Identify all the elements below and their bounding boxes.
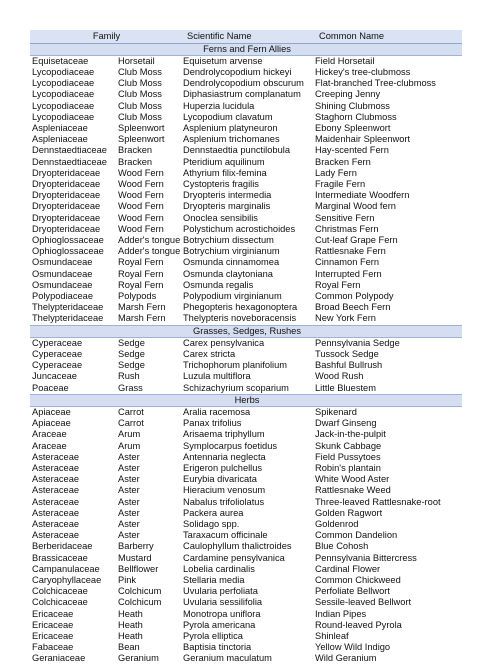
cell-common-name: Pennsylvania Bittercress [315,552,417,563]
table-row [30,586,462,597]
cell-family-common: Club Moss [118,100,162,111]
table-row [30,360,462,371]
cell-scientific-name: Pyrola americana [183,619,256,630]
cell-scientific-name: Athyrium filix-femina [183,167,267,178]
cell-family: Dryopteridaceae [32,178,101,189]
cell-family: Brassicaceae [32,552,88,563]
cell-common-name: Common Chickweed [315,575,401,586]
cell-scientific-name: Packera aurea [183,507,244,518]
cell-family: Lycopodiaceae [32,111,95,122]
cell-family: Aspleniaceae [32,134,88,145]
table-body [30,43,462,665]
cell-common-name: Rattlesnake Fern [315,246,386,257]
cell-family-common: Mustard [118,552,152,563]
cell-common-name: Bashful Bullrush [315,360,383,371]
table-row [30,429,462,440]
cell-family: Asteraceae [32,451,80,462]
cell-common-name: Sensitive Fern [315,212,375,223]
cell-family-common: Carrot [118,418,144,429]
cell-common-name: Maidenhair Spleenwort [315,134,411,145]
cell-scientific-name: Trichophorum planifolium [183,360,288,371]
cell-family-common: Colchicum [118,597,162,608]
cell-family: Asteraceae [32,519,80,530]
cell-family: Berberidaceae [32,541,93,552]
cell-family: Cyperaceae [32,337,83,348]
table-row [30,530,462,541]
cell-family: Poaceae [32,382,69,393]
cell-family-common: Barberry [118,541,154,552]
cell-family: Osmundaceae [32,279,93,290]
cell-family-common: Club Moss [118,111,162,122]
cell-family: Geraniaceae [32,653,86,664]
table-row [30,609,462,620]
cell-family: Ericaceae [32,631,74,642]
cell-family: Asteraceae [32,485,80,496]
cell-scientific-name: Dennstaedtia punctilobula [183,145,290,156]
cell-family-common: Aster [118,474,140,485]
cell-family: Cyperaceae [32,360,83,371]
cell-common-name: Wild Geranium [315,653,377,664]
cell-scientific-name: Diphasiastrum complanatum [183,89,301,100]
cell-common-name: Royal Fern [315,279,361,290]
cell-scientific-name: Botrychium virginianum [183,246,280,257]
table-row [30,145,462,156]
cell-family-common: Bracken [118,156,153,167]
cell-family-common: Marsh Fern [118,313,166,324]
cell-family: Lycopodiaceae [32,78,95,89]
table-row [30,497,462,508]
table-row [30,257,462,268]
cell-scientific-name: Onoclea sensibilis [183,212,258,223]
cell-scientific-name: Polystichum acrostichoides [183,223,296,234]
cell-common-name: Dwarf Ginseng [315,418,377,429]
cell-common-name: Hickey's tree-clubmoss [315,66,411,77]
section-header-row [30,325,462,337]
section-title: Ferns and Fern Allies [30,43,462,55]
cell-family: Dryopteridaceae [32,190,101,201]
cell-family: Osmundaceae [32,257,93,268]
cell-common-name: Broad Beech Fern [315,302,391,313]
cell-common-name: Skunk Cabbage [315,440,382,451]
cell-common-name: Intermediate Woodfern [315,190,410,201]
table-row [30,564,462,575]
table-row [30,190,462,201]
cell-family-common: Aster [118,485,140,496]
cell-common-name: Little Bluestem [315,382,376,393]
cell-scientific-name: Thelypteris noveboracensis [183,313,297,324]
cell-scientific-name: Hieracium venosum [183,485,266,496]
cell-family: Aspleniaceae [32,122,88,133]
cell-family-common: Aster [118,496,140,507]
cell-family-common: Heath [118,619,143,630]
cell-common-name: Sessile-leaved Bellwort [315,597,412,608]
table-row [30,508,462,519]
cell-family-common: Club Moss [118,66,162,77]
cell-family-common: Wood Fern [118,190,164,201]
cell-family: Juncaceae [32,371,77,382]
cell-scientific-name: Osmunda regalis [183,279,254,290]
cell-common-name: Bracken Fern [315,156,371,167]
cell-family-common: Aster [118,507,140,518]
cell-family: Fabaceae [32,642,74,653]
header-family: Family [30,30,181,43]
cell-common-name: Pennsylvania Sedge [315,337,400,348]
cell-family-common: Heath [118,631,143,642]
cell-scientific-name: Eurybia divaricata [183,474,257,485]
cell-scientific-name: Nabalus trifoliolatus [183,496,265,507]
table-row [30,78,462,89]
cell-scientific-name: Carex pensylvanica [183,337,265,348]
cell-common-name: Flat-branched Tree-clubmoss [315,78,436,89]
cell-common-name: Blue Cohosh [315,541,369,552]
cell-family-common: Geranium [118,653,159,664]
section-header-row [30,43,462,55]
cell-family: Araceae [32,440,67,451]
cell-common-name: Cut-leaf Grape Fern [315,234,398,245]
cell-family: Araceae [32,429,67,440]
cell-common-name: New York Fern [315,313,376,324]
cell-scientific-name: Uvularia perfoliata [183,586,258,597]
table-row [30,418,462,429]
cell-family: Thelypteridaceae [32,302,104,313]
cell-family: Ericaceae [32,619,74,630]
cell-scientific-name: Geranium maculatum [183,653,272,664]
cell-family-common: Royal Fern [118,257,164,268]
table-row [30,157,462,168]
cell-family: Osmundaceae [32,268,93,279]
cell-family-common: Sedge [118,360,145,371]
section-title: Herbs [30,394,462,406]
cell-family-common: Sedge [118,348,145,359]
table-row [30,620,462,631]
table-row [30,407,462,419]
cell-family-common: Grass [118,382,143,393]
cell-family-common: Bean [118,642,140,653]
cell-family: Apiaceae [32,407,71,417]
table-row [30,134,462,145]
cell-scientific-name: Asplenium platyneuron [183,122,278,133]
cell-family-common: Wood Fern [118,201,164,212]
cell-scientific-name: Antennaria neglecta [183,451,266,462]
cell-family: Asteraceae [32,530,80,541]
cell-scientific-name: Dendrolycopodium obscurum [183,78,304,89]
table-row [30,463,462,474]
cell-common-name: Cinnamon Fern [315,257,380,268]
cell-family-common: Carrot [118,407,144,417]
cell-common-name: Common Dandelion [315,530,398,541]
cell-scientific-name: Baptisia tinctoria [183,642,252,653]
cell-scientific-name: Panax trifolius [183,418,242,429]
cell-family: Asteraceae [32,507,80,518]
table-row [30,246,462,257]
cell-common-name: Cardinal Flower [315,563,381,574]
cell-common-name: Jack-in-the-pulpit [315,429,386,440]
cell-scientific-name: Asplenium trichomanes [183,134,280,145]
cell-family-common: Wood Fern [118,178,164,189]
cell-family-common: Spleenwort [118,122,165,133]
cell-scientific-name: Polypodium virginianum [183,290,282,301]
cell-family: Colchicaceae [32,597,88,608]
cell-scientific-name: Caulophyllum thalictroides [183,541,292,552]
cell-common-name: Staghorn Clubmoss [315,111,397,122]
cell-common-name: Interrupted Fern [315,268,382,279]
cell-common-name: White Wood Aster [315,474,390,485]
cell-family-common: Royal Fern [118,268,164,279]
cell-scientific-name: Lobelia cardinalis [183,563,255,574]
table-row [30,112,462,123]
table-row [30,280,462,291]
cell-family-common: Adder's tongue [118,246,181,257]
table-row [30,642,462,653]
cell-family: Dryopteridaceae [32,201,101,212]
cell-common-name: Yellow Wild Indigo [315,642,391,653]
table-row [30,371,462,382]
table-row [30,452,462,463]
cell-family: Dryopteridaceae [32,223,101,234]
cell-common-name: Golden Ragwort [315,507,383,518]
cell-scientific-name: Dendrolycopodium hickeyi [183,66,292,77]
cell-scientific-name: Huperzia lucidula [183,100,255,111]
cell-family: Lycopodiaceae [32,89,95,100]
cell-family-common: Club Moss [118,89,162,100]
cell-common-name: Fragile Fern [315,178,366,189]
cell-family: Asteraceae [32,496,80,507]
cell-common-name: Tussock Sedge [315,348,379,359]
cell-family-common: Bellflower [118,563,159,574]
cell-scientific-name: Schizachyrium scoparium [183,382,289,393]
cell-family-common: Arum [118,429,141,440]
cell-scientific-name: Monotropa uniflora [183,608,261,619]
cell-family-common: Polypods [118,290,157,301]
cell-scientific-name: Dryopteris marginalis [183,201,271,212]
table-row [30,67,462,78]
cell-scientific-name: Pyrola elliptica [183,631,243,642]
cell-family: Cyperaceae [32,348,83,359]
cell-common-name: Christmas Fern [315,223,379,234]
cell-family-common: Arum [118,440,141,451]
table-row [30,302,462,313]
cell-common-name: Robin's plantain [315,463,381,474]
cell-scientific-name: Luzula multiflora [183,371,251,382]
cell-family: Asteraceae [32,463,80,474]
cell-family-common: Aster [118,451,140,462]
cell-family: Ophioglossaceae [32,246,104,257]
section-title: Grasses, Sedges, Rushes [30,325,462,337]
table-row [30,553,462,564]
cell-family-common: Wood Fern [118,212,164,223]
table-row [30,179,462,190]
plant-species-table [30,30,462,665]
cell-family-common: Horsetail [118,55,155,66]
cell-family: Polypodiaceae [32,290,93,301]
cell-family: Lycopodiaceae [32,100,95,111]
cell-scientific-name: Carex stricta [183,348,236,359]
table-row [30,474,462,485]
cell-family: Colchicaceae [32,586,88,597]
cell-family: Campanulaceae [32,563,100,574]
table-row [30,55,462,67]
cell-common-name: Field Horsetail [315,55,375,66]
cell-scientific-name: Equisetum arvense [183,55,263,66]
cell-family-common: Heath [118,608,143,619]
table-row [30,441,462,452]
table-row [30,224,462,235]
table-row [30,337,462,349]
header-scientific-name: Scientific Name [181,30,313,43]
cell-scientific-name: Osmunda cinnamomea [183,257,280,268]
cell-family: Lycopodiaceae [32,66,95,77]
cell-family: Thelypteridaceae [32,313,104,324]
cell-common-name: Perfoliate Bellwort [315,586,390,597]
cell-scientific-name: Osmunda claytoniana [183,268,273,279]
cell-family: Apiaceae [32,418,71,429]
cell-common-name: Wood Rush [315,371,364,382]
cell-common-name: Three-leaved Rattlesnake-root [315,496,441,507]
table-row [30,201,462,212]
cell-family: Dennstaedtiaceae [32,156,107,167]
cell-common-name: Rattlesnake Weed [315,485,391,496]
cell-scientific-name: Taraxacum officinale [183,530,268,541]
cell-scientific-name: Arisaema triphyllum [183,429,265,440]
cell-scientific-name: Lycopodium clavatum [183,111,273,122]
cell-family-common: Royal Fern [118,279,164,290]
table-row [30,235,462,246]
table-row [30,519,462,530]
table-row [30,313,462,325]
cell-family: Dryopteridaceae [32,167,101,178]
table-row [30,575,462,586]
cell-family: Dennstaedtiaceae [32,145,107,156]
cell-family-common: Spleenwort [118,134,165,145]
cell-common-name: Hay-scented Fern [315,145,389,156]
cell-scientific-name: Pteridium aquilinum [183,156,265,167]
cell-family-common: Sedge [118,337,145,348]
table-row [30,101,462,112]
cell-family-common: Wood Fern [118,223,164,234]
table-row [30,89,462,100]
table-row [30,653,462,664]
cell-family-common: Aster [118,530,140,541]
cell-family-common: Aster [118,519,140,530]
cell-common-name: Shining Clubmoss [315,100,390,111]
cell-family-common: Marsh Fern [118,302,166,313]
cell-common-name: Indian Pipes [315,608,367,619]
cell-scientific-name: Uvularia sessilifolia [183,597,263,608]
table-row [30,349,462,360]
cell-family-common: Adder's tongue [118,234,181,245]
cell-family-common: Club Moss [118,78,162,89]
table-row [30,123,462,134]
table-row [30,485,462,496]
table-header-row [30,30,462,43]
cell-scientific-name: Cystopteris fragilis [183,178,259,189]
cell-common-name: Goldenrod [315,519,359,530]
section-header-row [30,394,462,406]
table-row [30,631,462,642]
header-common-name: Common Name [313,30,462,43]
cell-family: Equisetaceae [32,55,89,66]
cell-family-common: Bracken [118,145,153,156]
cell-family-common: Colchicum [118,586,162,597]
table-row [30,168,462,179]
cell-common-name: Ebony Spleenwort [315,122,391,133]
cell-family: Asteraceae [32,474,80,485]
cell-common-name: Field Pussytoes [315,451,381,462]
cell-scientific-name: Stellaria media [183,575,245,586]
table-row [30,213,462,224]
cell-common-name: Shinleaf [315,631,349,642]
table-row [30,541,462,552]
cell-family: Ericaceae [32,608,74,619]
table-row [30,269,462,280]
cell-family: Ophioglossaceae [32,234,104,245]
cell-family-common: Rush [118,371,140,382]
cell-common-name: Lady Fern [315,167,357,178]
cell-scientific-name: Aralia racemosa [183,407,251,417]
table-row [30,291,462,302]
cell-scientific-name: Botrychium dissectum [183,234,274,245]
cell-scientific-name: Erigeron pulchellus [183,463,263,474]
cell-scientific-name: Cardamine pensylvanica [183,552,285,563]
cell-family-common: Pink [118,575,137,586]
cell-common-name: Round-leaved Pyrola [315,619,402,630]
table-row [30,383,462,395]
cell-common-name: Creeping Jenny [315,89,381,100]
cell-scientific-name: Dryopteris intermedia [183,190,272,201]
table-row [30,597,462,608]
cell-common-name: Spikenard [315,407,357,417]
cell-scientific-name: Symplocarpus foetidus [183,440,278,451]
cell-family-common: Wood Fern [118,167,164,178]
cell-family: Caryophyllaceae [32,575,102,586]
cell-family: Dryopteridaceae [32,212,101,223]
cell-scientific-name: Solidago spp. [183,519,240,530]
cell-scientific-name: Phegopteris hexagonoptera [183,302,298,313]
cell-family-common: Aster [118,463,140,474]
cell-common-name: Marginal Wood fern [315,201,396,212]
cell-common-name: Common Polypody [315,290,394,301]
